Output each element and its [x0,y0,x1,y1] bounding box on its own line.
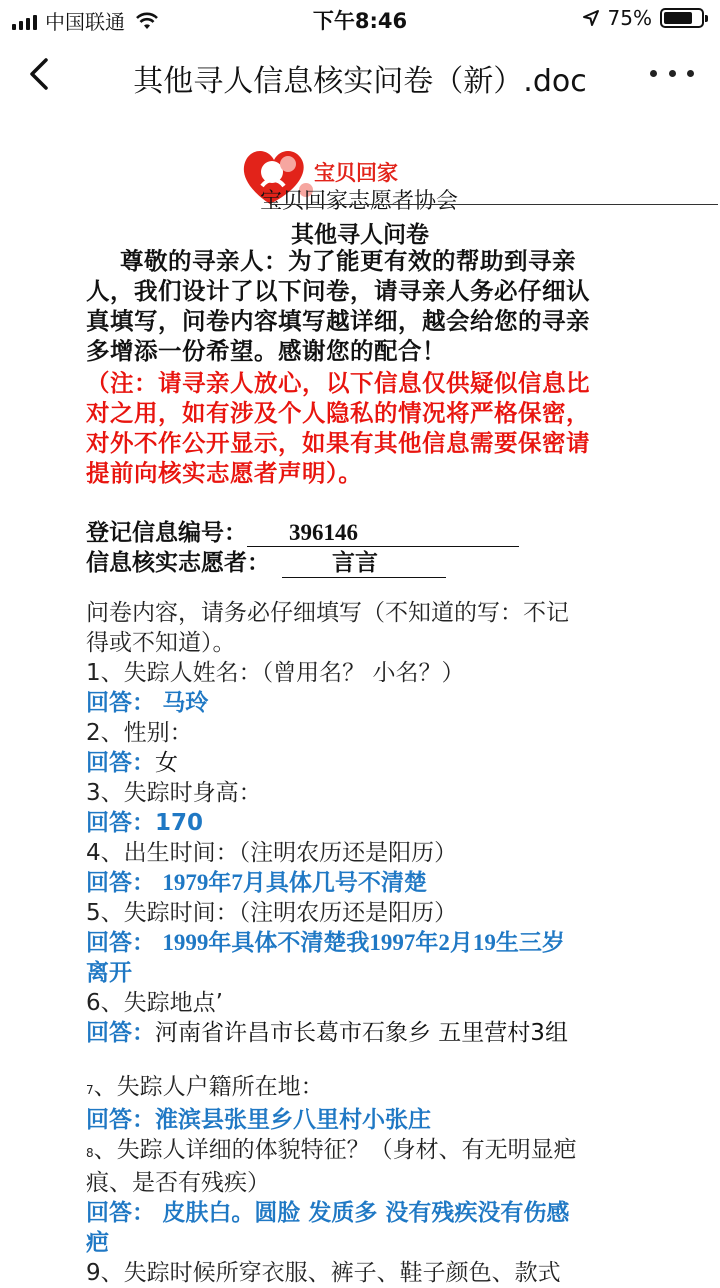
answer-8: 回答： 皮肤白。圆脸 发质多 没有残疾没有伤感 疤 [86,1200,570,1256]
svg-text:宝贝回家: 宝贝回家 [314,161,398,185]
answer-6: 回答：河南省许昌市长葛市石象乡 五里营村3组 [86,1020,568,1046]
header-divider [270,204,718,205]
question-1: 1、失踪人姓名：（曾用名？ 小名？） [86,660,465,686]
questionnaire-body [86,598,666,1288]
document-title: 其他寻人信息核实问卷（新）.doc [133,64,587,99]
instruction-text: 问卷内容，请务必仔细填写（不知道的写：不记 得或不知道）。 [86,600,569,656]
registration-number-row: 登记信息编号： 396146 [86,514,519,547]
question-2: 2、性别： [86,720,193,746]
carrier-label: 中国联通 [45,10,125,34]
location-arrow-icon [582,9,600,27]
answer-4: 回答： 1979年7月具体几号不清楚 [86,870,427,896]
question-4: 4、出生时间：（注明农历还是阳历） [86,840,458,866]
privacy-note: （注：请寻亲人放心，以下信息仅供疑似信息比 对之用，如有涉及个人隐私的情况将严格保密， 对外不作公开显示，如果有其他信息需要保密请 提前向核实志愿者声明）。 [86,369,590,487]
battery-percent: 75% [607,6,652,30]
question-6: 6、失踪地点’ [86,990,223,1016]
back-arrow-icon[interactable] [22,52,62,96]
status-time: 下午8:46 [312,9,408,33]
answer-2: 回答：女 [86,750,178,776]
answer-5: 回答： 1999年具体不清楚我1997年2月19生三岁 离开 [86,930,565,986]
registration-number-value: 396146 [247,520,519,547]
question-3: 3、失踪时身高： [86,780,262,806]
battery-icon [660,8,704,28]
volunteer-row: 信息核实志愿者： 言言 [86,544,446,578]
question-7: 7、失踪人户籍所在地： [86,1074,324,1100]
answer-7: 回答：淮滨县张里乡八里村小张庄 [86,1107,431,1133]
question-9: 9、失踪时候所穿衣服、裤子、鞋子颜色、款式 [86,1260,561,1286]
nav-bar [0,36,720,112]
intro-paragraph: 尊敬的寻亲人：为了能更有效的帮助到寻亲 人，我们设计了以下问卷，请寻亲人务必仔细认 真填写，问卷内容填写越详细，越会给您的寻亲 多增添一份希望。感谢您的配合！ [86,247,590,365]
questionnaire-title: 其他寻人问卷 [291,222,429,248]
document-content [0,112,720,1286]
volunteer-value: 言言 [282,544,446,578]
more-options-icon[interactable] [650,58,694,88]
organization-name: 宝贝回家志愿者协会 [260,189,459,214]
question-8: 8、失踪人详细的体貌特征？（身材、有无明显疤 痕、是否有残疾） [86,1137,577,1196]
answer-3: 回答：170 [86,810,204,836]
question-5: 5、失踪时间：（注明农历还是阳历） [86,900,458,926]
answer-1: 回答： 马玲 [86,690,209,716]
status-bar [0,0,720,36]
